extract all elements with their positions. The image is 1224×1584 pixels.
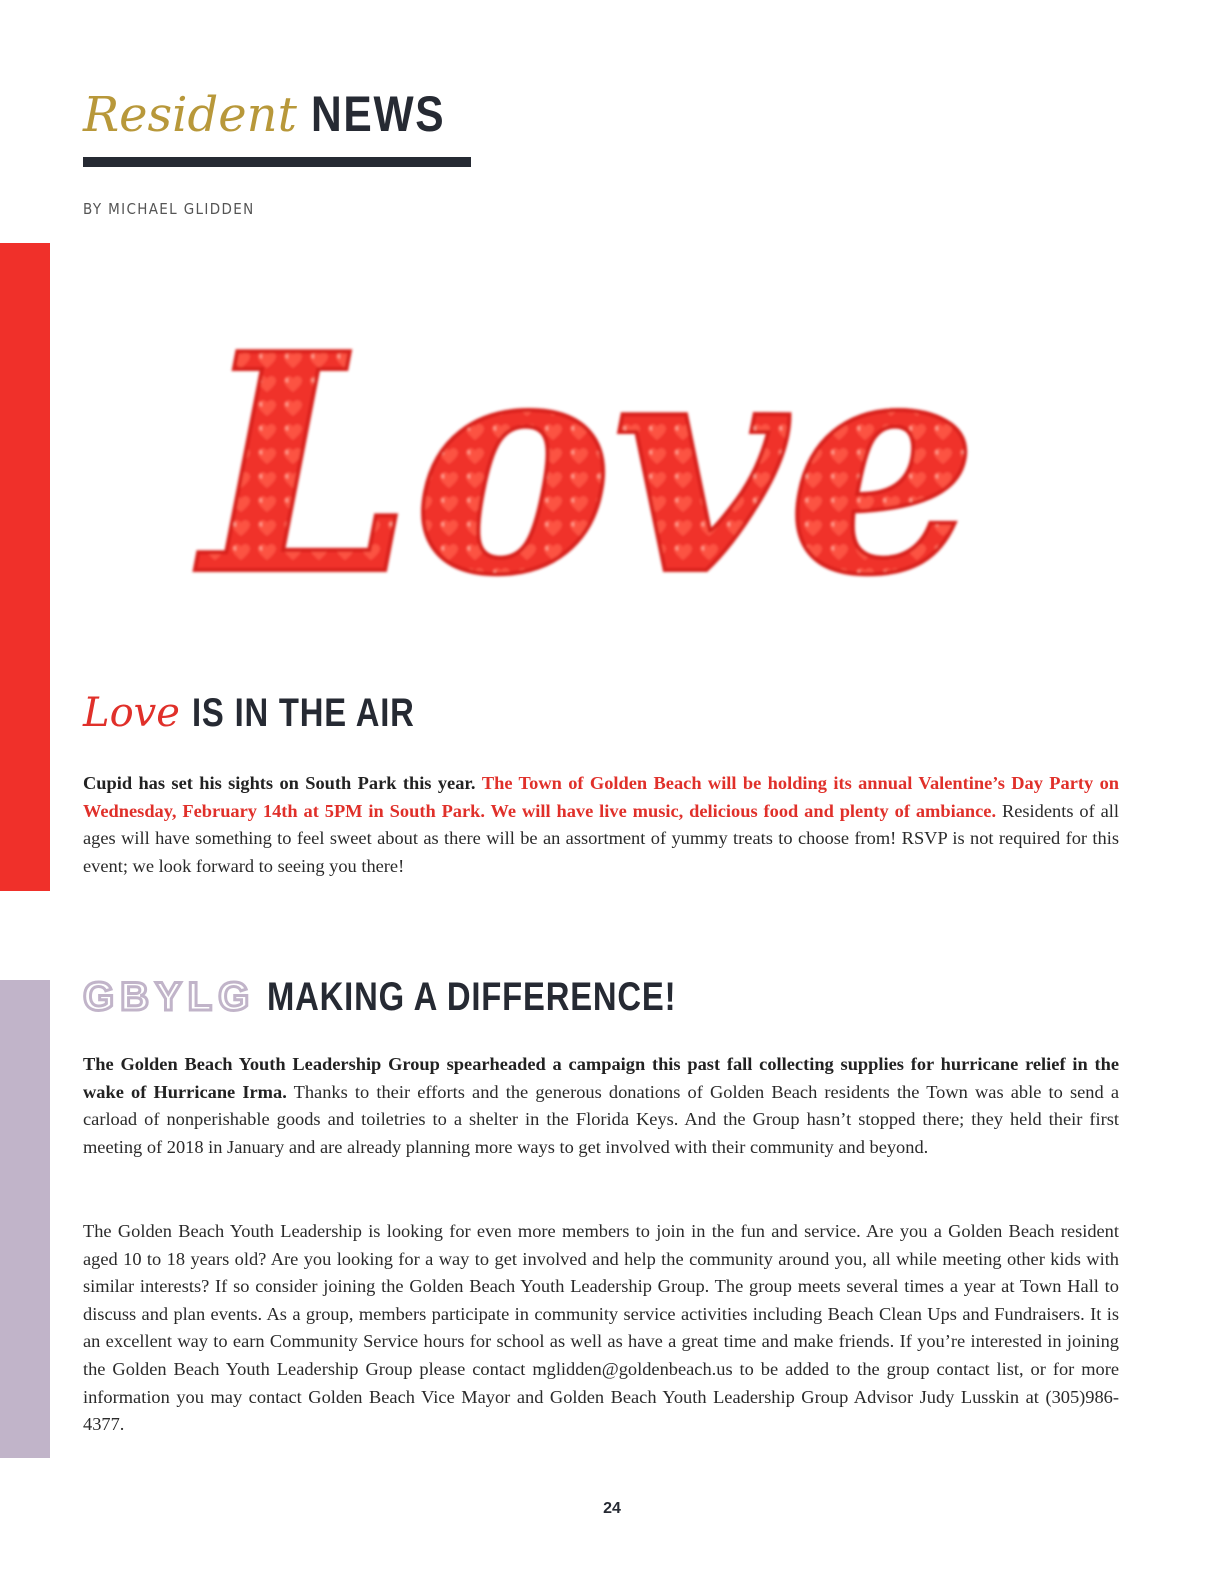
love-hearts-image [150,300,1030,630]
love-body: Residents of all ages will have something to feel sweet about as there will be an assortment of yummy treats to choose from! RSVP is not required for this event; we look forward to seeing you there! [83,800,1119,876]
section-love-heading-caps: IS IN THE AIR [191,691,415,735]
section-gbylg-heading [83,975,766,1020]
love-intro-bold: Cupid has set his sights on South Park this year. [83,773,476,793]
accent-bar-purple [0,980,50,1458]
accent-bar-red [0,243,50,891]
section-love-heading-script: Love [83,690,180,736]
gbylg-p1-body: Thanks to their efforts and the generous donations of Golden Beach residents the Town was able to send a carload of nonperishable goods and toiletries to a shelter in the Florida Keys. And the Group hasn’t stopped there; they held their first meeting of 2018 in January and are already planning more ways to get involved with their community and beyond. [83,1081,1120,1157]
page-number: 24 [603,1500,621,1517]
section-gbylg-heading-caps: MAKING A DIFFERENCE! [267,975,677,1019]
love-intro-red: The Town of Golden Beach will be holding its annual Valentine’s Day Party on Wednesday, February 14th at 5PM in South Park. We will have live music, delicious food and plenty of ambiance. [83,773,1119,821]
section-gbylg-heading-outline: GBYLG [83,975,256,1019]
masthead-title: NEWS [310,86,446,142]
byline: BY MICHAEL GLIDDEN [83,200,255,218]
masthead-rule [83,157,471,167]
section-gbylg-paragraph-2: The Golden Beach Youth Leadership is looking for even more members to join in the fun and service. Are you a Golden Beach resident aged 10 to 18 years old? Are you looking for a way to get involved and help the community around you, all while meeting other kids with similar interests? If so consider joining the Golden Beach Youth Leadership Group. The group meets several times a year at Town Hall to discuss and plan events. As a group, members participate in community service activities including Beach Clean Ups and Fundraisers. It is an excellent way to earn Community Service hours for school as well as have a great time and make friends. If you’re interested in joining the Golden Beach Youth Leadership Group please contact mglidden@goldenbeach.us to be added to the group contact list, or for more information you may contact Golden Beach Vice Mayor and Golden Beach Youth Leadership Group Advisor Judy Lusskin at (305)986-4377. [83,1221,1119,1435]
section-love-paragraph [83,770,1119,880]
section-love-heading [83,690,463,736]
masthead-script: Resident [83,87,297,143]
masthead [83,85,473,143]
gbylg-intro-bold: The Golden Beach Youth Leadership Group spearheaded a campaign this past fall collecting supplies for hurricane relief in the wake of Hurricane Irma. [83,1054,1119,1102]
love-hearts-text: Love [201,300,979,630]
section-gbylg-paragraph-1 [83,1051,1119,1161]
